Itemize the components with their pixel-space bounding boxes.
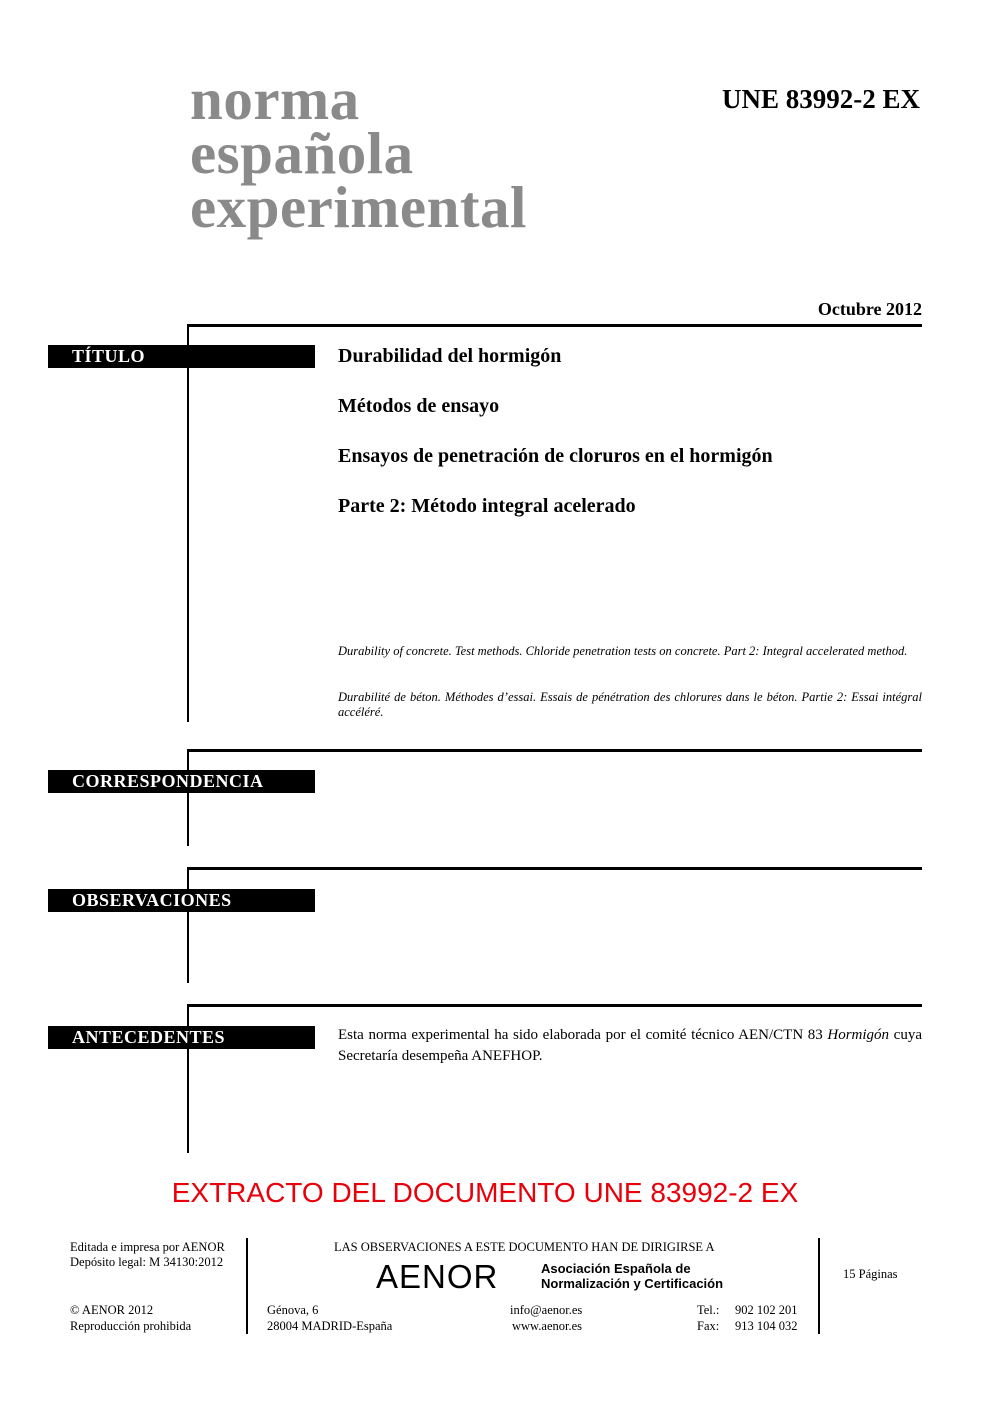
footer-page-count: 15 Páginas (843, 1267, 898, 1281)
aenor-organization-name (541, 1261, 723, 1291)
footer-email[interactable]: info@aenor.es (510, 1303, 583, 1317)
footer-deposit: Depósito legal: M 34130:2012 (70, 1255, 224, 1269)
titulo-line-3: Ensayos de penetración de cloruros en el hormigón (338, 445, 773, 467)
titulo-vertical-rule (187, 324, 189, 722)
correspondencia-vertical-rule (187, 749, 189, 846)
titulo-label: TÍTULO (48, 345, 315, 368)
antecedentes-text-2: cuya Secretaría desempeña ANEFHOP. (338, 1027, 922, 1064)
footer-divider-right (818, 1238, 820, 1334)
observaciones-top-rule (187, 867, 922, 870)
footer-copyright: © AENOR 2012 (70, 1303, 154, 1317)
title-line-1: norma (190, 66, 360, 132)
french-title: Durabilité de béton. Méthodes d’essai. Essais de pénétration des chlorures dans le béton. Partie 2: Essai intégral accéléré. (338, 690, 922, 719)
english-title: Durability of concrete. Test methods. Chloride penetration tests on concrete. Part 2: Integral accelerated method. (338, 644, 908, 658)
publication-date: Octubre 2012 (817, 299, 922, 319)
titulo-line-1: Durabilidad del hormigón (338, 345, 562, 367)
observaciones-vertical-rule (187, 867, 189, 983)
footer-web[interactable]: www.aenor.es (512, 1319, 583, 1333)
footer-divider-left (246, 1238, 248, 1334)
correspondencia-top-rule (187, 749, 922, 752)
antecedentes-committee-name: Hormigón (827, 1027, 890, 1043)
footer-fax: 913 104 032 (735, 1319, 798, 1333)
antecedentes-label: ANTECEDENTES (48, 1026, 315, 1049)
footer-address-1: Génova, 6 (267, 1303, 319, 1317)
antecedentes-text-1: Esta norma experimental ha sido elaborada por el comité técnico AEN/CTN 83 (338, 1027, 828, 1043)
extract-notice: EXTRACTO DEL DOCUMENTO UNE 83992-2 EX (171, 1177, 799, 1208)
footer-reproduction: Reproducción prohibida (70, 1319, 192, 1333)
title-line-3: experimental (190, 174, 527, 240)
footer-address-2: 28004 MADRID-España (267, 1319, 393, 1333)
document-type-title (190, 66, 630, 240)
footer-tel-label: Tel.: (697, 1303, 720, 1317)
titulo-line-2: Métodos de ensayo (338, 395, 500, 417)
standard-code: UNE 83992-2 EX (721, 84, 920, 114)
correspondencia-label: CORRESPONDENCIA (48, 770, 315, 793)
titulo-lines (338, 345, 928, 545)
footer-tel: 902 102 201 (735, 1303, 798, 1317)
title-line-2: española (190, 120, 414, 186)
aenor-logo: AENOR (376, 1258, 499, 1295)
observaciones-label: OBSERVACIONES (48, 889, 315, 912)
org-line-1: Asociación Española de (541, 1261, 691, 1276)
org-line-2: Normalización y Certificación (541, 1276, 724, 1291)
footer-observations-notice: LAS OBSERVACIONES A ESTE DOCUMENTO HAN DE DIRIGIRSE A (334, 1240, 715, 1254)
titulo-line-4: Parte 2: Método integral acelerado (338, 495, 636, 517)
antecedentes-top-rule (187, 1004, 922, 1007)
titulo-top-rule (187, 324, 922, 327)
footer-edited: Editada e impresa por AENOR (70, 1240, 225, 1254)
antecedentes-text (338, 1025, 922, 1067)
footer-fax-label: Fax: (697, 1319, 720, 1333)
